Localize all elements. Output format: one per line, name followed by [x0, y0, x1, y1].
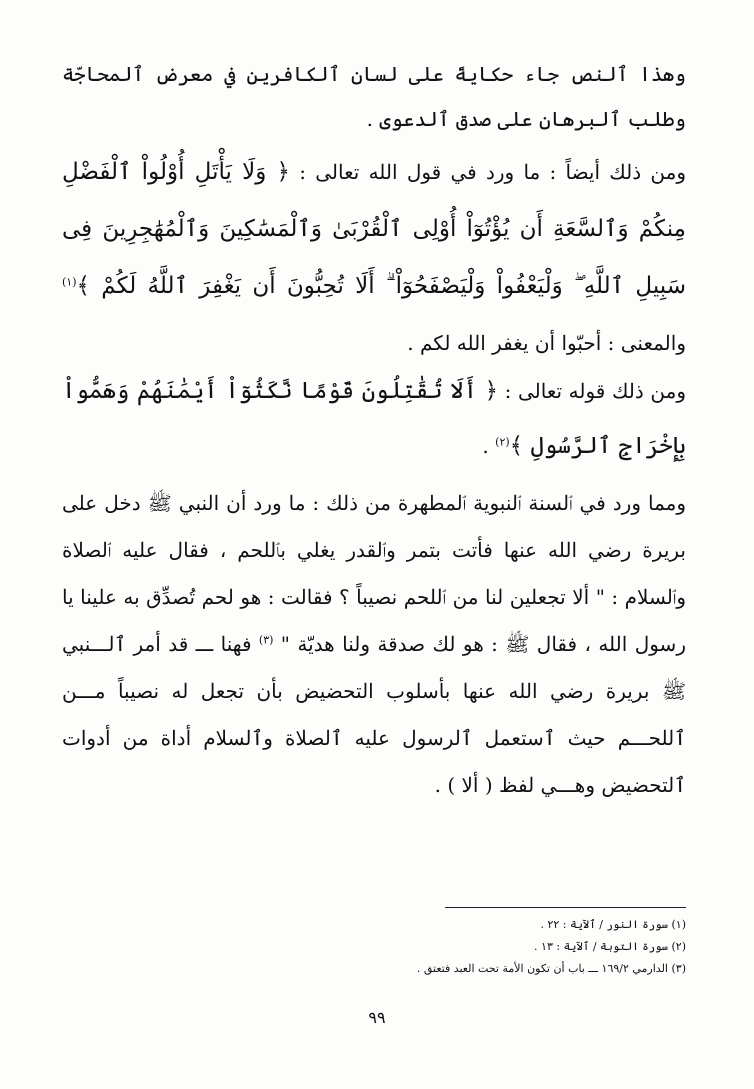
paragraph-hadith: [62, 480, 686, 809]
page-number: ٩٩: [368, 1008, 386, 1027]
paragraph-text-part1: ومما ورد في ٱلسنة ٱلنبوية ٱلمطهرة من ذلك : ما ورد أن النبي ﷺ دخل على بريرة رضي الله عنها فأتت بتمر وٱلقدر يغلي بٱللحم ، فقال عليه ٱلصلاة وٱلسلام : " ألا تجعلين لنا من ٱللحم نصيباً ؟ فقالت : هو لحم تُصدِّق به علينا يا رسول الله ، فقال ﷺ : هو لك صدقة ولنا هديّة ": [62, 491, 687, 656]
footnote-ref-2: (٢): [495, 435, 510, 449]
quran-verse: ﴿ وَلَا يَأْتَلِ أُوْلُواْ ٱلْفَضْلِ مِنكُمْ وَٱلسَّعَةِ أَن يُؤْتُوٓاْ أُوْلِى ٱلْقُرْبَىٰ وَٱلْمَسَٰكِينَ وَٱلْمُهَٰجِرِينَ فِى سَبِيلِ ٱللَّهِ ۖ وَلْيَعْفُواْ وَلْيَصْفَحُوٓاْ ۗ أَلَا تُحِبُّونَ أَن يَغْفِرَ ٱللَّهُ لَكُمْ ﴾: [62, 159, 686, 299]
paragraph-text-part2: فهنا ـــ قد أمر ٱلـــنبي ﷺ بريرة رضي الله عنها بأسلوب التحضيض بأن تجعل له نصيباً مـــن ٱللحـــم حيث ٱستعمل ٱلرسول عليه ٱلصلاة وٱلسلام أداة من أدوات ٱلتحضيض وهـــي لفظ ( ألا ) .: [62, 632, 686, 797]
paragraph-text: وهذا ٱلنص جاء حكايةً على لسان ٱلكافرين في معرض ٱلمحاجّة وطلب ٱلبرهان على صدق ٱلدعوى .: [62, 62, 686, 131]
quran-verse: ﴿ أَلَا تُقَٰتِلُونَ قَوْمًا نَّكَثُوٓاْ أَيْمَٰنَهُمْ وَهَمُّواْ بِإِخْرَاجِ ٱلرَّسُولِ ﴾: [62, 378, 686, 459]
footnote-2: (٢) سورة التوبة / ٱلآية : ١٣ .: [534, 940, 686, 953]
paragraph-verse-tawbah: [62, 364, 686, 474]
footnote-ref-1: (١): [62, 275, 77, 289]
footnote-divider: [445, 907, 686, 908]
footnote-1: (١) سورة النور / ٱلآية : ٢٢ .: [540, 918, 686, 931]
paragraph-intro: [62, 52, 686, 142]
paragraph-intro-text: ومن ذلك أيضاً : ما ورد في قول الله تعالى :: [290, 160, 687, 184]
footnote-3: (٣) الدارمي ١٦٩/٢ ـــ باب أن تكون الأمة تحت العبد فتعتق .: [416, 962, 686, 975]
paragraph-rest-text: .: [482, 434, 496, 458]
paragraph-rest-text: والمعنى : أحبّوا أن يغفر الله لكم .: [407, 331, 686, 355]
paragraph-intro-text: ومن ذلك قوله تعالى :: [498, 379, 686, 403]
paragraph-verse-nur: [62, 144, 686, 372]
footnote-ref-3: (٣): [258, 633, 274, 647]
footnotes: [300, 914, 686, 980]
